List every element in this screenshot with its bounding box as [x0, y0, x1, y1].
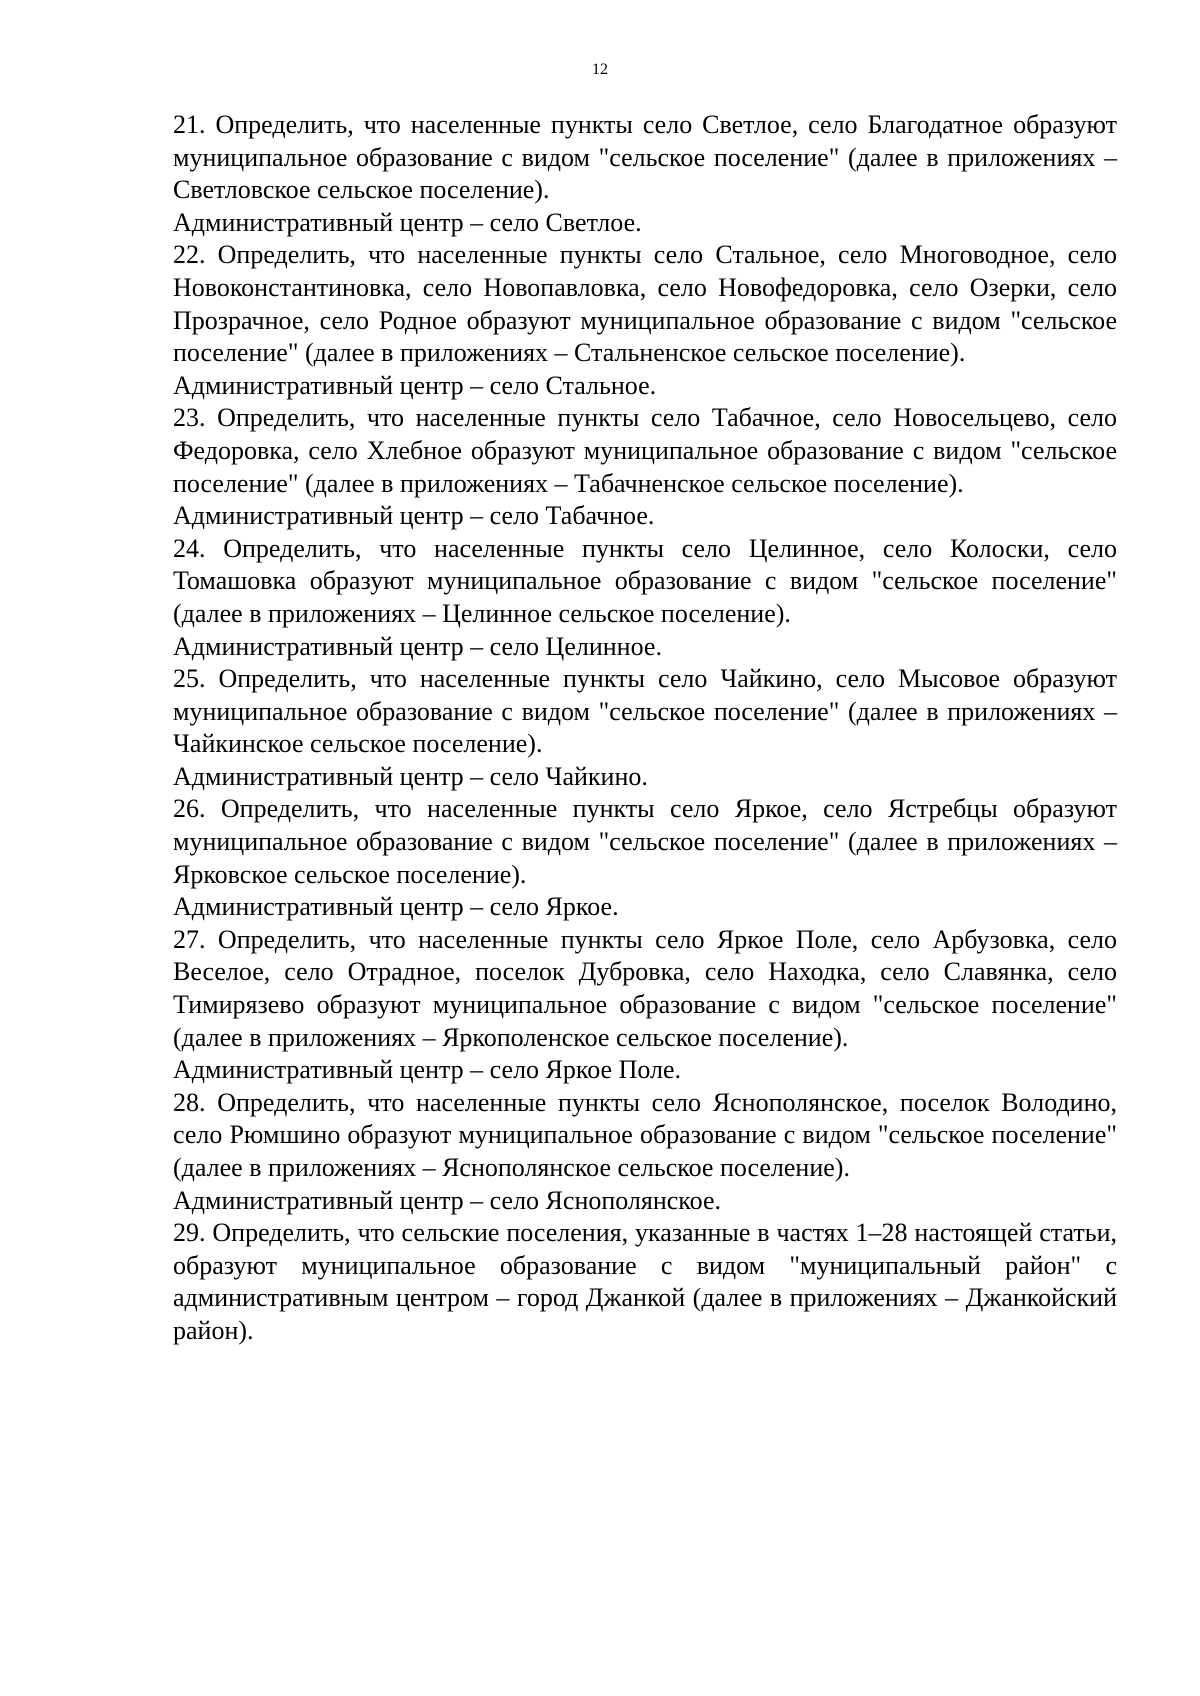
- item-21-text: 21. Определить, что населенные пункты село Светлое, село Благодатное образуют муниципальное образование с видом "сельское поселение" (далее в приложениях – Светловское сельское поселение).: [173, 110, 1117, 205]
- item-28-text: 28. Определить, что населенные пункты село Яснополянское, поселок Володино, село Рюмшино образуют муниципальное образование с видом "сельское поселение" (далее в приложениях – Яснополянское сельское поселение).: [173, 1087, 1117, 1182]
- item-24-text: 24. Определить, что населенные пункты село Целинное, село Колоски, село Томашовка образуют муниципальное образование с видом "сельское поселение" (далее в приложениях – Целинное сельское поселение).: [173, 533, 1117, 628]
- item-22-admin-center: Административный центр – село Стальное.: [173, 370, 657, 400]
- item-28-admin-center: Административный центр – село Яснополянское.: [173, 1185, 721, 1215]
- item-22-text: 22. Определить, что населенные пункты село Стальное, село Многоводное, село Новоконстантиновка, село Новопавловка, село Новофедоровка, село Озерки, село Прозрачное, село Родное образуют муниципальное образование с видом "сельское поселение" (далее в приложениях – Стальненское сельское поселение).: [173, 240, 1117, 368]
- item-27-text: 27. Определить, что населенные пункты село Яркое Поле, село Арбузовка, село Веселое, село Отрадное, поселок Дубровка, село Находка, село Славянка, село Тимирязево образуют муниципальное образование с видом "сельское поселение" (далее в приложениях – Яркополенское сельское поселение).: [173, 924, 1117, 1052]
- page-number: 12: [592, 61, 608, 78]
- item-25-text: 25. Определить, что населенные пункты село Чайкино, село Мысовое образуют муниципальное образование с видом "сельское поселение" (далее в приложениях – Чайкинское сельское поселение).: [173, 664, 1117, 759]
- item-23-admin-center: Административный центр – село Табачное.: [173, 501, 655, 531]
- item-26-admin-center: Административный центр – село Яркое.: [173, 892, 619, 922]
- item-29-text: 29. Определить, что сельские поселения, указанные в частях 1–28 настоящей статьи, образуют муниципальное образование с видом "муниципальный район" с административным центром – город Джанкой (далее в приложениях – Джанкойский район).: [173, 1218, 1117, 1345]
- item-26-text: 26. Определить, что населенные пункты село Яркое, село Ястребцы образуют муниципальное образование с видом "сельское поселение" (далее в приложениях – Ярковское сельское поселение).: [173, 794, 1117, 889]
- document-body: [173, 109, 1117, 1348]
- item-25-admin-center: Административный центр – село Чайкино.: [173, 761, 648, 791]
- item-27-admin-center: Административный центр – село Яркое Поле.: [173, 1055, 682, 1085]
- item-21-admin-center: Административный центр – село Светлое.: [173, 207, 642, 237]
- item-24-admin-center: Административный центр – село Целинное.: [173, 631, 662, 661]
- item-23-text: 23. Определить, что населенные пункты село Табачное, село Новосельцево, село Федоровка, село Хлебное образуют муниципальное образование с видом "сельское поселение" (далее в приложениях – Табачненское сельское поселение).: [173, 403, 1117, 498]
